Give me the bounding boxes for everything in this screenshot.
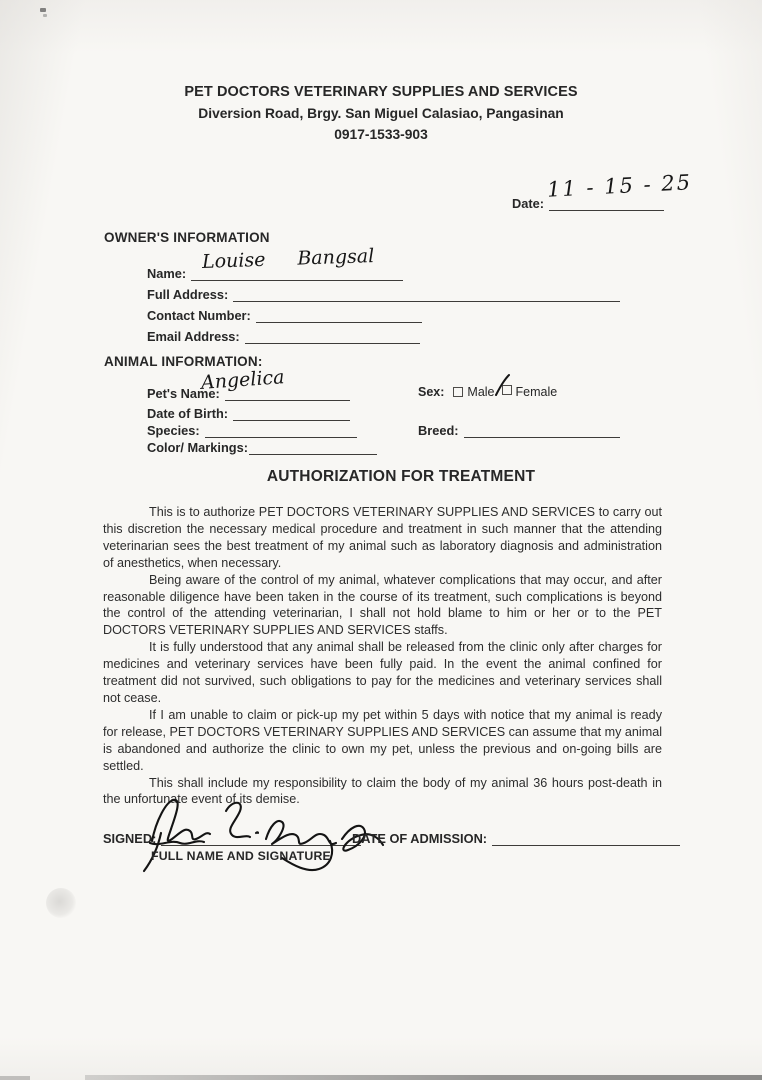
pet-breed-label: Breed: bbox=[418, 423, 459, 438]
clinic-name: PET DOCTORS VETERINARY SUPPLIES AND SERVICES bbox=[184, 84, 578, 100]
pet-color-label: Color/ Markings: bbox=[147, 440, 248, 455]
pet-species-blank-line bbox=[205, 424, 357, 438]
signature-caption: FULL NAME AND SIGNATURE bbox=[151, 849, 331, 863]
authorization-paragraph: Being aware of the control of my animal, whatever complications that may occur, and after reasonable diligence have been taken in the course of its treatment, such complications is beyond the control of the attending veterinarian, I shall not hold blame to him or her or to the PET DOCTORS VETERINARY SUPPLIES AND SERVICES staffs. bbox=[103, 572, 662, 638]
male-checkbox bbox=[453, 387, 463, 397]
owner-email-blank-line bbox=[245, 330, 420, 344]
pet-breed-field bbox=[418, 421, 620, 438]
pet-name-handwritten-value: Angelica bbox=[200, 366, 286, 394]
female-option-label: Female bbox=[515, 385, 558, 399]
admission-date-label: DATE OF ADMISSION: bbox=[352, 831, 488, 846]
scan-speck-artifact bbox=[40, 8, 46, 12]
admission-date-field bbox=[352, 829, 680, 846]
handwritten-check-mark-icon bbox=[493, 373, 511, 397]
female-checkbox-wrap bbox=[495, 385, 516, 399]
authorization-paragraph: If I am unable to claim or pick-up my pet within 5 days with notice that my animal is ready for release, PET DOCTORS VETERINARY SUPPLIES AND SERVICES can assume that my animal is abandoned and authorize the clinic to own my pet, unless the previous and on-going bills are settled. bbox=[103, 707, 662, 773]
pet-dob-blank-line bbox=[233, 407, 350, 421]
pet-color-blank-line bbox=[249, 441, 377, 455]
scanner-edge-shadow bbox=[0, 1076, 30, 1080]
owner-name-label: Name: bbox=[147, 266, 187, 281]
date-blank-line bbox=[549, 197, 664, 211]
authorization-title: AUTHORIZATION FOR TREATMENT bbox=[266, 468, 536, 485]
pet-name-label: Pet's Name: bbox=[147, 386, 220, 401]
clinic-address: Diversion Road, Brgy. San Miguel Calasiao, Pangasinan bbox=[198, 106, 564, 121]
pet-name-field bbox=[147, 384, 350, 401]
scan-speck-artifact bbox=[43, 14, 47, 17]
authorization-paragraph: It is fully understood that any animal shall be released from the clinic only after charges for medicines and veterinary services have been fully paid. In the event the animal confined for treatment did not survived, such obligations to pay for the medicines and veterinary services shall not cease. bbox=[103, 640, 662, 705]
pet-color-field bbox=[147, 438, 377, 455]
pet-sex-label: Sex: bbox=[418, 385, 445, 399]
pet-species-label: Species: bbox=[147, 423, 200, 438]
owner-contact-label: Contact Number: bbox=[147, 308, 251, 323]
animal-section-title: ANIMAL INFORMATION: bbox=[104, 354, 263, 369]
owner-section-title: OWNER'S INFORMATION bbox=[104, 230, 270, 245]
owner-name-field bbox=[147, 264, 403, 281]
pet-name-blank-line bbox=[225, 387, 350, 401]
owner-email-field bbox=[147, 327, 420, 344]
scanner-edge-shadow bbox=[85, 1075, 762, 1080]
owner-contact-blank-line bbox=[256, 309, 422, 323]
paper-smudge-artifact bbox=[46, 888, 76, 918]
owner-address-field bbox=[147, 285, 620, 302]
date-label: Date: bbox=[512, 196, 544, 211]
authorization-paragraph: This shall include my responsibility to claim the body of my animal 36 hours post-death in the unfortunate event of its demise. bbox=[103, 775, 662, 807]
pet-breed-blank-line bbox=[464, 424, 620, 438]
male-option-label: Male bbox=[467, 385, 495, 399]
pet-dob-field bbox=[147, 404, 350, 421]
authorization-body bbox=[103, 504, 662, 808]
clinic-header bbox=[0, 84, 762, 142]
clinic-phone: 0917-1533-903 bbox=[334, 127, 428, 142]
pet-dob-label: Date of Birth: bbox=[147, 406, 229, 421]
authorization-paragraph: This is to authorize PET DOCTORS VETERINARY SUPPLIES AND SERVICES to carry out this discretion the necessary medical procedure and treatment in such manner that the attending veterinarian sees the best treatment of my animal such as laboratory diagnosis and administration of anesthetics, when necessary. bbox=[103, 505, 662, 570]
pet-species-field bbox=[147, 421, 357, 438]
pet-sex-field bbox=[418, 385, 557, 399]
date-field bbox=[512, 194, 664, 211]
owner-name-handwritten-value: Louise Bangsal bbox=[201, 245, 375, 273]
date-handwritten-value: 11 - 15 - 25 bbox=[546, 170, 693, 202]
admission-date-blank-line bbox=[492, 832, 680, 846]
owner-contact-field bbox=[147, 306, 422, 323]
owner-name-blank-line bbox=[191, 267, 403, 281]
owner-address-blank-line bbox=[233, 288, 620, 302]
owner-address-label: Full Address: bbox=[147, 287, 229, 302]
owner-email-label: Email Address: bbox=[147, 329, 240, 344]
signed-label: SIGNED: bbox=[103, 831, 157, 846]
